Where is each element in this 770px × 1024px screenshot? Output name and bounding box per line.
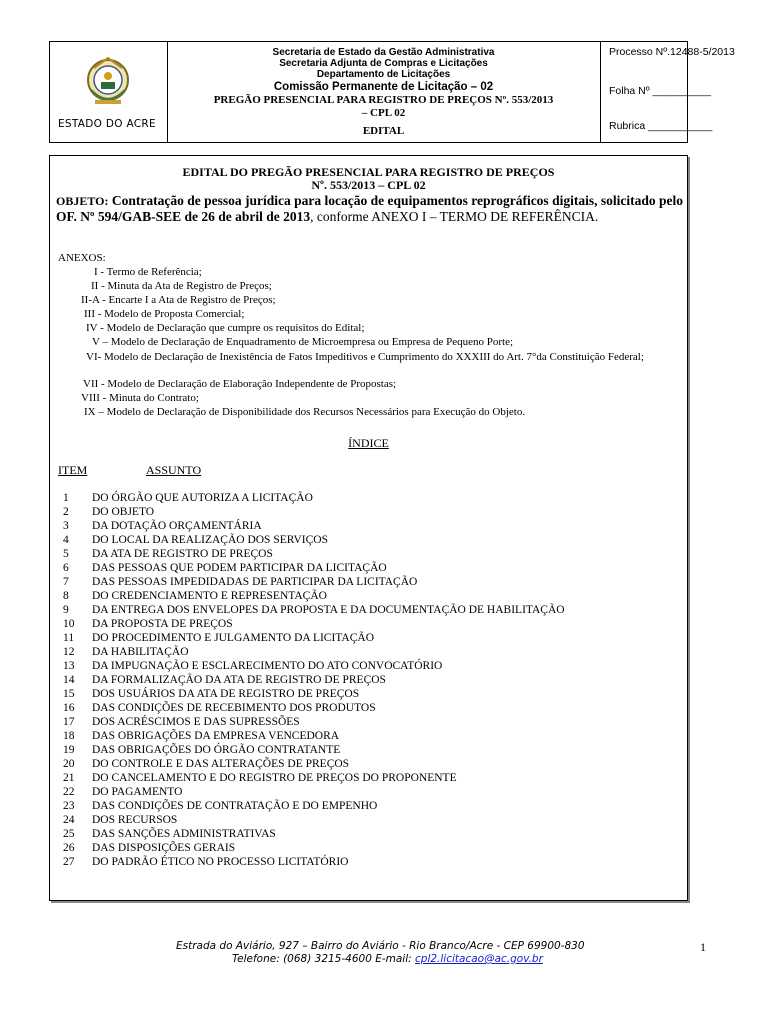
toc-item-number: 1	[63, 492, 69, 504]
toc-item-number: 9	[63, 604, 69, 616]
header-departamento: Departamento de Licitações	[316, 69, 451, 80]
toc-item-number: 6	[63, 562, 69, 574]
toc-row	[58, 673, 678, 687]
toc-item-title: DO ÓRGÃO QUE AUTORIZA A LICITAÇÃO	[92, 492, 313, 504]
anexo-vi-text: VI- Modelo de Declaração de Inexistência de Fatos Impeditivos e Cumprimento do XXXIII do Art. 7°da Constituição Federal;	[86, 351, 644, 363]
toc-row	[58, 603, 678, 617]
toc-row	[58, 841, 678, 855]
toc-item-number: 8	[63, 590, 69, 602]
anexo-item: VII - Modelo de Declaração de Elaboração Independente de Propostas;	[83, 378, 397, 390]
toc-item-title: DAS CONDIÇÕES DE RECEBIMENTO DOS PRODUTOS	[92, 702, 376, 714]
indice-heading: ÍNDICE	[348, 436, 389, 450]
toc-item-number: 3	[63, 520, 69, 532]
toc-row	[58, 533, 678, 547]
toc-item-number: 20	[63, 758, 75, 770]
toc-row	[58, 561, 678, 575]
toc-row	[58, 519, 678, 533]
toc-item-title: DO CANCELAMENTO E DO REGISTRO DE PREÇOS DO PROPONENTE	[92, 772, 457, 784]
process-info-cell	[601, 42, 735, 142]
toc-item-number: 18	[63, 730, 75, 742]
document-header	[49, 41, 735, 143]
footer-contact	[232, 953, 543, 965]
toc-item-title: DAS PESSOAS IMPEDIDADAS DE PARTICIPAR DA LICITAÇÃO	[92, 576, 418, 588]
toc-row	[58, 785, 678, 799]
table-of-contents	[58, 491, 678, 869]
header-pregao-cpl: – CPL 02	[361, 107, 406, 119]
seal-label: ESTADO DO ACRE	[58, 118, 156, 130]
toc-item-number: 26	[63, 842, 75, 854]
toc-row	[58, 799, 678, 813]
processo-number: Processo Nº.12488-5/2013	[609, 46, 735, 58]
toc-item-title: DAS SANÇÕES ADMINISTRATIVAS	[92, 828, 276, 840]
toc-item-number: 7	[63, 576, 69, 588]
objeto-label: OBJETO:	[56, 194, 109, 208]
toc-item-title: DAS OBRIGAÇÕES DA EMPRESA VENCEDORA	[92, 730, 340, 742]
toc-item-number: 17	[63, 716, 75, 728]
toc-row	[58, 855, 678, 869]
toc-item-title: DA IMPUGNAÇÃO E ESCLARECIMENTO DO ATO CONVOCATÓRIO	[92, 660, 443, 672]
toc-item-title: DAS PESSOAS QUE PODEM PARTICIPAR DA LICITAÇÃO	[92, 562, 387, 574]
toc-item-number: 24	[63, 814, 75, 826]
toc-item-number: 19	[63, 744, 75, 756]
anexo-item: IX – Modelo de Declaração de Disponibilidade dos Recursos Necessários para Execução do Objeto.	[84, 406, 526, 418]
toc-item-title: DAS OBRIGAÇÕES DO ÓRGÃO CONTRATANTE	[92, 744, 341, 756]
toc-item-number: 16	[63, 702, 75, 714]
toc-item-title: DO PROCEDIMENTO E JULGAMENTO DA LICITAÇÃO	[92, 632, 374, 644]
toc-row	[58, 701, 678, 715]
toc-item-number: 23	[63, 800, 75, 812]
toc-row	[58, 575, 678, 589]
toc-item-number: 15	[63, 688, 75, 700]
toc-row	[58, 505, 678, 519]
toc-row	[58, 491, 678, 505]
objeto-paragraph	[56, 193, 683, 225]
toc-row	[58, 589, 678, 603]
toc-row	[58, 631, 678, 645]
toc-item-title: DO CONTROLE E DAS ALTERAÇÕES DE PREÇOS	[92, 758, 350, 770]
toc-item-title: DO LOCAL DA REALIZAÇÃO DOS SERVIÇOS	[92, 534, 329, 546]
seal-cell	[50, 42, 168, 142]
toc-item-number: 21	[63, 772, 75, 784]
toc-item-number: 12	[63, 646, 75, 658]
toc-item-number: 4	[63, 534, 69, 546]
anexo-item: III - Modelo de Proposta Comercial;	[84, 308, 245, 320]
anexo-item: IV - Modelo de Declaração que cumpre os requisitos do Edital;	[86, 322, 365, 334]
toc-item-title: DO OBJETO	[92, 506, 155, 518]
toc-item-title: DO PADRÃO ÉTICO NO PROCESSO LICITATÓRIO	[92, 856, 349, 868]
page-number: 1	[700, 940, 706, 954]
document-subtitle: Nº. 553/2013 – CPL 02	[311, 178, 426, 192]
toc-item-title: DA HABILITAÇÃO	[92, 646, 189, 658]
header-secretaria-adjunta: Secretaria Adjunta de Compras e Licitações	[279, 58, 488, 69]
toc-item-title: DA ENTREGA DOS ENVELOPES DA PROPOSTA E DA DOCUMENTAÇÃO DE HABILITAÇÃO	[92, 604, 565, 616]
toc-row	[58, 827, 678, 841]
item-column-header: ITEM	[58, 463, 88, 477]
rubrica-field: Rubrica ___________	[609, 120, 713, 132]
toc-item-number: 27	[63, 856, 75, 868]
toc-row	[58, 659, 678, 673]
toc-row	[58, 617, 678, 631]
anexo-item: V – Modelo de Declaração de Enquadramento de Microempresa ou Empresa de Pequeno Porte;	[92, 336, 514, 348]
anexo-item: II - Minuta da Ata de Registro de Preços;	[91, 280, 272, 292]
toc-item-number: 22	[63, 786, 75, 798]
toc-row	[58, 813, 678, 827]
toc-item-title: DOS RECURSOS	[92, 814, 178, 826]
toc-item-title: DA FORMALIZAÇÃO DA ATA DE REGISTRO DE PREÇOS	[92, 674, 386, 686]
toc-item-number: 14	[63, 674, 75, 686]
header-pregao: PREGÃO PRESENCIAL PARA REGISTRO DE PREÇOS Nº. 553/2013	[213, 94, 554, 106]
header-comissao: Comissão Permanente de Licitação – 02	[273, 81, 494, 93]
toc-item-number: 13	[63, 660, 75, 672]
anexo-item: I - Termo de Referência;	[94, 266, 202, 278]
toc-item-number: 10	[63, 618, 75, 630]
toc-row	[58, 645, 678, 659]
toc-item-title: DOS USUÁRIOS DA ATA DE REGISTRO DE PREÇOS	[92, 688, 360, 700]
folha-field: Folha Nº __________	[609, 85, 711, 97]
toc-item-title: DO PAGAMENTO	[92, 786, 183, 798]
anexo-item: VIII - Minuta do Contrato;	[81, 392, 199, 404]
document-title: EDITAL DO PREGÃO PRESENCIAL PARA REGISTRO DE PREÇOS	[182, 165, 555, 179]
header-edital: EDITAL	[362, 125, 405, 137]
objeto-rest-text: , conforme ANEXO I – TERMO DE REFERÊNCIA.	[310, 209, 599, 224]
toc-item-number: 11	[63, 632, 75, 644]
document-body	[49, 155, 688, 901]
toc-row	[58, 771, 678, 785]
toc-item-title: DA ATA DE REGISTRO DE PREÇOS	[92, 548, 273, 560]
anexos-label: ANEXOS:	[58, 252, 106, 264]
toc-item-title: DA PROPOSTA DE PREÇOS	[92, 618, 233, 630]
assunto-column-header: ASSUNTO	[146, 463, 202, 477]
footer-email-link[interactable]: cpl2.licitacao@ac.gov.br	[415, 953, 543, 965]
anexo-item-vi	[58, 350, 685, 364]
toc-row	[58, 757, 678, 771]
header-titles	[167, 42, 601, 142]
header-secretaria: Secretaria de Estado da Gestão Administrativa	[272, 47, 495, 58]
toc-row	[58, 729, 678, 743]
coat-of-arms-icon	[83, 54, 133, 110]
toc-item-title: DAS DISPOSIÇÕES GERAIS	[92, 842, 236, 854]
toc-row	[58, 743, 678, 757]
toc-row	[58, 547, 678, 561]
toc-row	[58, 687, 678, 701]
anexo-item: II-A - Encarte I a Ata de Registro de Preços;	[81, 294, 276, 306]
objeto-bold-text: Contratação de pessoa jurídica para locação de equipamentos reprográficos digitais, solicitado pelo OF. Nº 594/GAB-SEE de 26 de abril de 2013	[56, 193, 683, 224]
toc-item-number: 25	[63, 828, 75, 840]
toc-item-title: DOS ACRÉSCIMOS E DAS SUPRESSÕES	[92, 716, 300, 728]
toc-item-title: DAS CONDIÇÕES DE CONTRATAÇÃO E DO EMPENHO	[92, 800, 378, 812]
footer-address: Estrada do Aviário, 927 – Bairro do Aviário - Rio Branco/Acre - CEP 69900-830	[176, 940, 585, 952]
toc-item-title: DA DOTAÇÃO ORÇAMENTÁRIA	[92, 520, 262, 532]
toc-row	[58, 715, 678, 729]
toc-item-title: DO CREDENCIAMENTO E REPRESENTAÇÃO	[92, 590, 327, 602]
toc-item-number: 2	[63, 506, 69, 518]
toc-item-number: 5	[63, 548, 69, 560]
footer-phone: Telefone: (068) 3215-4600 E-mail:	[232, 953, 416, 965]
